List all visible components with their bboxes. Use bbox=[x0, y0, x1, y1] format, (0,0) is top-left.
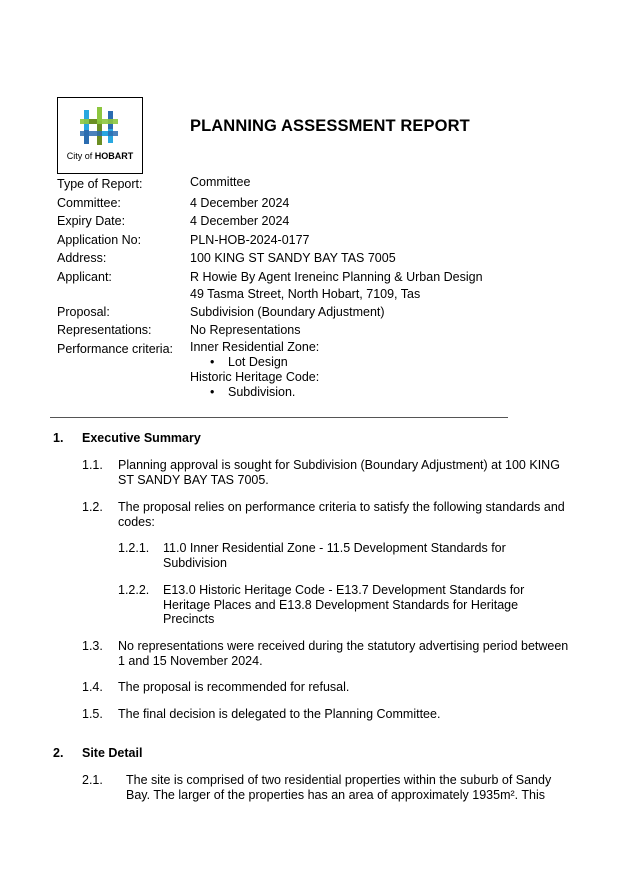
item-1-2-2-line3: Precincts bbox=[163, 612, 215, 626]
type-of-report-value: Committee bbox=[190, 175, 251, 189]
item-1-1-line1: Planning approval is sought for Subdivision (Boundary Adjustment) at 100 KING bbox=[118, 458, 560, 472]
representations-label: Representations: bbox=[57, 323, 152, 337]
item-1-2-line2: codes: bbox=[118, 515, 155, 529]
applicant-value-line1: R Howie By Agent Ireneinc Planning & Urban Design bbox=[190, 270, 483, 284]
applicant-value-line2: 49 Tasma Street, North Hobart, 7109, Tas bbox=[190, 287, 421, 301]
proposal-label: Proposal: bbox=[57, 305, 110, 319]
representations-value: No Representations bbox=[190, 323, 301, 337]
logo-text bbox=[58, 151, 142, 161]
report-title: PLANNING ASSESSMENT REPORT bbox=[190, 117, 470, 135]
item-1-3-number: 1.3. bbox=[82, 639, 103, 653]
item-1-5-number: 1.5. bbox=[82, 707, 103, 721]
item-1-2-1-line2: Subdivision bbox=[163, 556, 227, 570]
bullet-icon: • bbox=[210, 355, 215, 369]
item-1-4-line1: The proposal is recommended for refusal. bbox=[118, 680, 350, 694]
address-value: 100 KING ST SANDY BAY TAS 7005 bbox=[190, 251, 396, 265]
item-2-1-line2: Bay. The larger of the properties has an area of approximately 1935m². This bbox=[126, 788, 545, 802]
item-1-3-line1: No representations were received during the statutory advertising period between bbox=[118, 639, 569, 653]
section-2-number: 2. bbox=[53, 746, 64, 760]
perf-bullet-subdivision: Subdivision. bbox=[228, 385, 296, 399]
logo-hobart: HOBART bbox=[94, 151, 134, 161]
item-2-1-line1: The site is comprised of two residential properties within the suburb of Sandy bbox=[126, 773, 552, 787]
application-no-value: PLN-HOB-2024-0177 bbox=[190, 233, 310, 247]
item-1-2-line1: The proposal relies on performance criteria to satisfy the following standards and bbox=[118, 500, 565, 514]
perf-heading-inner-residential: Inner Residential Zone: bbox=[190, 340, 320, 354]
expiry-date-value: 4 December 2024 bbox=[190, 214, 290, 228]
hobart-logo-mark-icon bbox=[80, 107, 122, 147]
committee-label: Committee: bbox=[57, 196, 121, 210]
type-of-report-label: Type of Report: bbox=[57, 177, 143, 191]
applicant-label: Applicant: bbox=[57, 270, 112, 284]
logo-city-of: City of bbox=[66, 151, 93, 161]
item-1-2-number: 1.2. bbox=[82, 500, 103, 514]
item-1-3-line2: 1 and 15 November 2024. bbox=[118, 654, 263, 668]
perf-heading-historic-heritage: Historic Heritage Code: bbox=[190, 370, 320, 384]
city-of-hobart-logo bbox=[57, 97, 143, 174]
application-no-label: Application No: bbox=[57, 233, 142, 247]
perf-bullet-lot-design: Lot Design bbox=[228, 355, 288, 369]
item-1-2-2-number: 1.2.2. bbox=[118, 583, 150, 597]
expiry-date-label: Expiry Date: bbox=[57, 214, 126, 228]
item-1-2-1-number: 1.2.1. bbox=[118, 541, 150, 555]
item-1-4-number: 1.4. bbox=[82, 680, 103, 694]
item-1-2-1-line1: 11.0 Inner Residential Zone - 11.5 Development Standards for bbox=[163, 541, 506, 555]
performance-criteria-label: Performance criteria: bbox=[57, 342, 174, 356]
section-2-title: Site Detail bbox=[82, 746, 143, 760]
bullet-icon: • bbox=[210, 385, 215, 399]
item-1-2-2-line2: Heritage Places and E13.8 Development Standards for Heritage bbox=[163, 598, 519, 612]
section-1-title: Executive Summary bbox=[82, 431, 201, 445]
item-1-5-line1: The final decision is delegated to the Planning Committee. bbox=[118, 707, 441, 721]
section-1-number: 1. bbox=[53, 431, 64, 445]
item-1-1-number: 1.1. bbox=[82, 458, 103, 472]
item-2-1-number: 2.1. bbox=[82, 773, 103, 787]
item-1-1-line2: ST SANDY BAY TAS 7005. bbox=[118, 473, 269, 487]
horizontal-divider bbox=[50, 417, 508, 418]
item-1-2-2-line1: E13.0 Historic Heritage Code - E13.7 Development Standards for bbox=[163, 583, 525, 597]
address-label: Address: bbox=[57, 251, 107, 265]
committee-value: 4 December 2024 bbox=[190, 196, 290, 210]
proposal-value: Subdivision (Boundary Adjustment) bbox=[190, 305, 385, 319]
